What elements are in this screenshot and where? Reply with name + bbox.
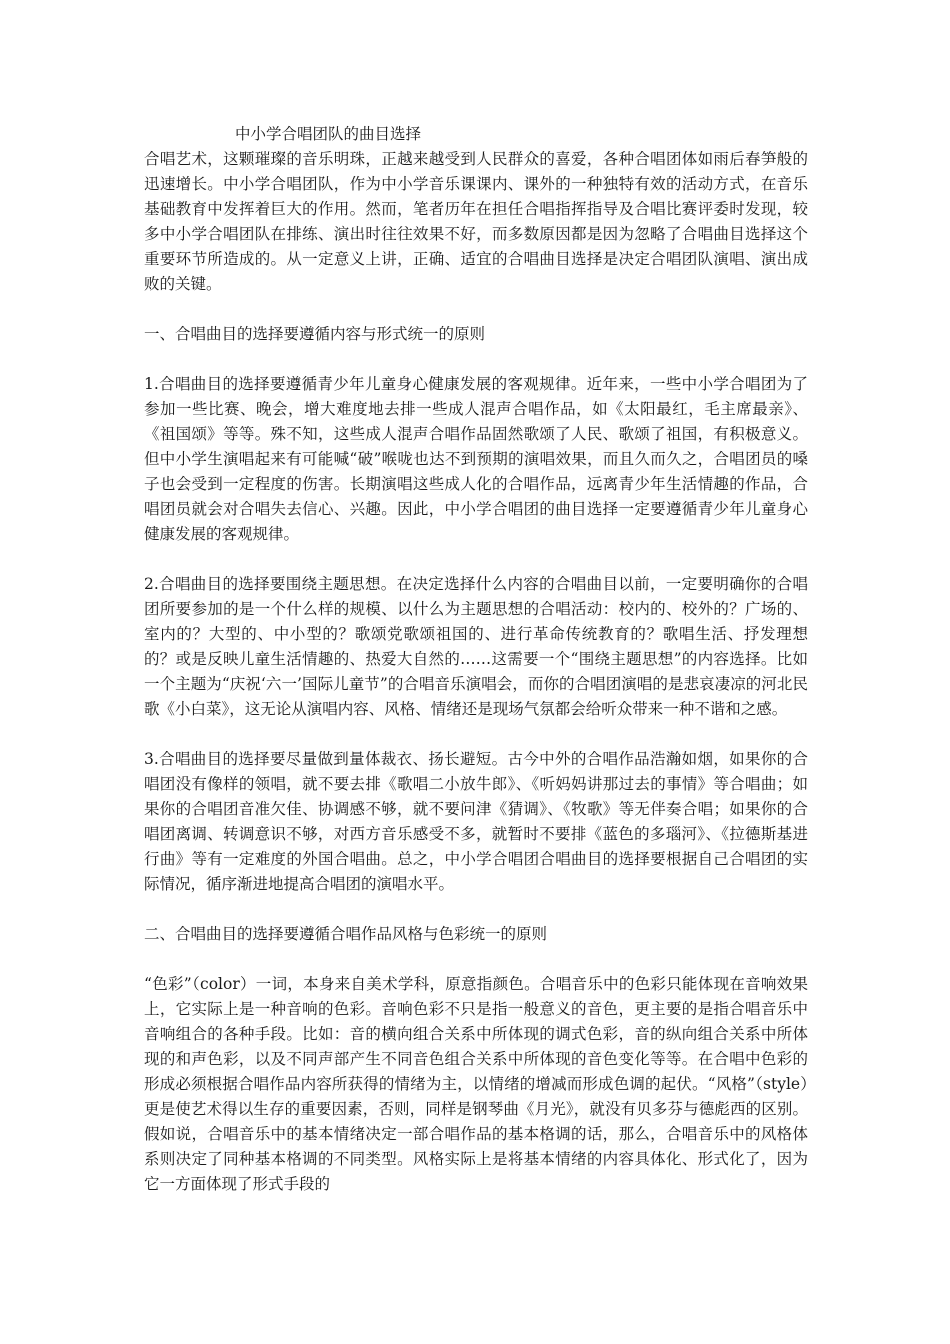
paragraph-gap xyxy=(144,947,808,972)
section-2-heading: 二、合唱曲目的选择要遵循合唱作品风格与色彩统一的原则 xyxy=(144,925,548,943)
intro-paragraph: 合唱艺术，这颗璀璨的音乐明珠，正越来越受到人民群众的喜爱，各种合唱团体如雨后春笋般的迅速增长。中小学合唱团队，作为中小学音乐课课内、课外的一种独特有效的活动方式，在音乐基础教育中发挥着巨大的作用。然而，笔者历年在担任合唱指挥指导及合唱比赛评委时发现，较多中小学合唱团队在排练、演出时往往效果不好，而多数原因都是因为忽略了合唱曲目选择这个重要环节所造成的。从一定意义上讲，正确、适宜的合唱曲目选择是决定合唱团队演唱、演出成败的关键。 xyxy=(144,150,808,293)
document-page xyxy=(144,122,808,1197)
paragraph-gap xyxy=(144,722,808,747)
paragraph-gap xyxy=(144,897,808,922)
document-title: 中小学合唱团队的曲目选择 xyxy=(235,125,422,143)
paragraph-gap xyxy=(144,347,808,372)
section-1-heading: 一、合唱曲目的选择要遵循内容与形式统一的原则 xyxy=(144,325,486,343)
point-2-paragraph: 2.合唱曲目的选择要围绕主题思想。在决定选择什么内容的合唱曲目以前，一定要明确你的合唱团所要参加的是一个什么样的规模、以什么为主题思想的合唱活动：校内的、校外的？广场的、室内的？大型的、中小型的？歌颂党歌颂祖国的、进行革命传统教育的？歌唱生活、抒发理想的？或是反映儿童生活情趣的、热爱大自然的……这需要一个“围绕主题思想”的内容选择。比如一个主题为“庆祝‘六一’国际儿童节”的合唱音乐演唱会，而你的合唱团演唱的是悲哀凄凉的河北民歌《小白菜》，这无论从演唱内容、风格、情绪还是现场气氛都会给听众带来一种不谐和之感。 xyxy=(144,575,808,718)
point-3-paragraph: 3.合唱曲目的选择要尽量做到量体裁衣、扬长避短。古今中外的合唱作品浩瀚如烟，如果你的合唱团没有像样的领唱，就不要去排《歌唱二小放牛郎》、《听妈妈讲那过去的事情》等合唱曲；如果你的合唱团音准欠佳、协调感不够，就不要问津《猜调》、《牧歌》等无伴奏合唱；如果你的合唱团离调、转调意识不够，对西方音乐感受不多，就暂时不要排《蓝色的多瑙河》、《拉德斯基进行曲》等有一定难度的外国合唱曲。总之，中小学合唱团合唱曲目的选择要根据自己合唱团的实际情况，循序渐进地提高合唱团的演唱水平。 xyxy=(144,750,808,893)
section-2-paragraph: “色彩”（color）一词，本身来自美术学科，原意指颜色。合唱音乐中的色彩只能体现在音响效果上，它实际上是一种音响的色彩。音响色彩不只是指一般意义的音色，更主要的是指合唱音乐中音响组合的各种手段。比如：音的横向组合关系中所体现的调式色彩，音的纵向组合关系中所体现的和声色彩，以及不同声部产生不同音色组合关系中所体现的音色变化等等。在合唱中色彩的形成必须根据合唱作品内容所获得的情绪为主，以情绪的增减而形成色调的起伏。“风格”（style）更是使艺术得以生存的重要因素，否则，同样是钢琴曲《月光》，就没有贝多芬与德彪西的区别。假如说，合唱音乐中的基本情绪决定一部合唱作品的基本格调的话，那么，合唱音乐中的风格体系则决定了同种基本格调的不同类型。风格实际上是将基本情绪的内容具体化、形式化了，因为它一方面体现了形式手段的 xyxy=(144,975,808,1193)
paragraph-gap xyxy=(144,297,808,322)
point-1-paragraph: 1.合唱曲目的选择要遵循青少年儿童身心健康发展的客观规律。近年来，一些中小学合唱团为了参加一些比赛、晚会，增大难度地去排一些成人混声合唱作品，如《太阳最红，毛主席最亲》、《祖国颂》等等。殊不知，这些成人混声合唱作品固然歌颂了人民、歌颂了祖国，有积极意义。但中小学生演唱起来有可能喊“破”喉咙也达不到预期的演唱效果，而且久而久之，合唱团员的嗓子也会受到一定程度的伤害。长期演唱这些成人化的合唱作品，远离青少年生活情趣的作品，合唱团员就会对合唱失去信心、兴趣。因此，中小学合唱团的曲目选择一定要遵循青少年儿童身心健康发展的客观规律。 xyxy=(144,375,808,543)
paragraph-gap xyxy=(144,547,808,572)
